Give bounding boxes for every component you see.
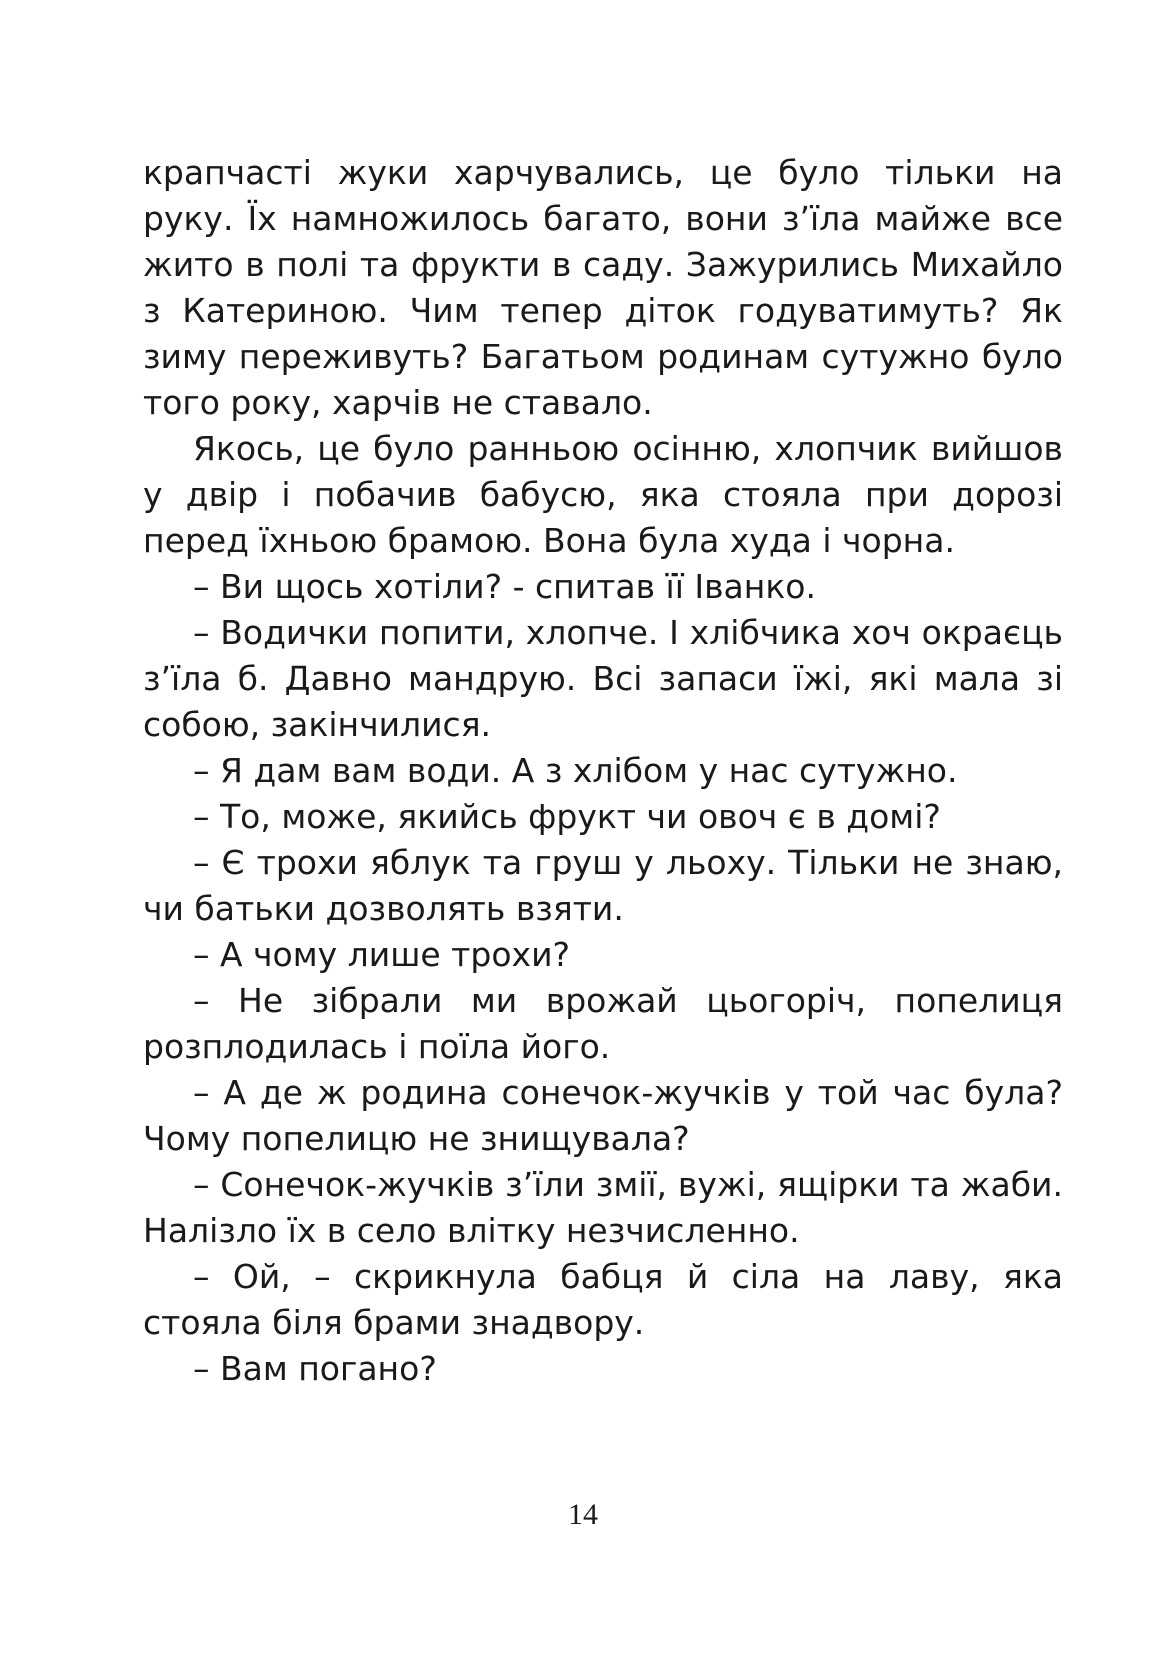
page-number: 14 bbox=[568, 1498, 598, 1531]
dialogue-line: – А де ж родина сонечок-жучків у той час була? Чому попелицю не знищувала? bbox=[143, 1073, 1063, 1158]
dialogue-line: – Водички попити, хлопче. І хлібчика хоч окраєць з’їла б. Давно мандрую. Всі запаси їжі, які мала зі собою, закінчилися. bbox=[143, 613, 1063, 744]
dialogue-line: – А чому лише трохи? bbox=[193, 935, 571, 974]
dialogue-line: – Ви щось хотіли? - спитав її Іванко. bbox=[193, 567, 816, 606]
dialogue-line: – Сонечок-жучків з’їли змії, вужі, ящірки та жаби. Налізло їх в село влітку незчисленно. bbox=[143, 1165, 1063, 1250]
dialogue-line: – Не зібрали ми врожай цьогоріч, попелиця розплодилась і поїла його. bbox=[143, 981, 1063, 1066]
dialogue-line: – Є трохи яблук та груш у льоху. Тільки не знаю, чи батьки дозволять взяти. bbox=[143, 843, 1063, 928]
dialogue-line: – Ой, – скрикнула бабця й сіла на лаву, яка стояла біля брами знадвору. bbox=[143, 1257, 1063, 1342]
paragraph: Якось, це було ранньою осінню, хлопчик вийшов у двір і побачив бабусю, яка стояла при дорозі перед їхньою брамою. Вона була худа і чорна. bbox=[143, 429, 1063, 560]
dialogue-line: – Вам погано? bbox=[193, 1349, 437, 1388]
body-text bbox=[143, 150, 1063, 1392]
paragraph: крапчасті жуки харчувались, це було тільки на руку. Їх намножилось багато, вони з’їла майже все жито в полі та фрукти в саду. Зажурились Михайло з Катериною. Чим тепер діток годуватимуть? Як зиму переживуть? Багатьом родинам сутужно було того року, харчів не ставало. bbox=[143, 153, 1063, 422]
dialogue-line: – Я дам вам води. А з хлібом у нас сутужно. bbox=[193, 751, 958, 790]
dialogue-line: – То, може, якийсь фрукт чи овоч є в домі? bbox=[193, 797, 941, 836]
